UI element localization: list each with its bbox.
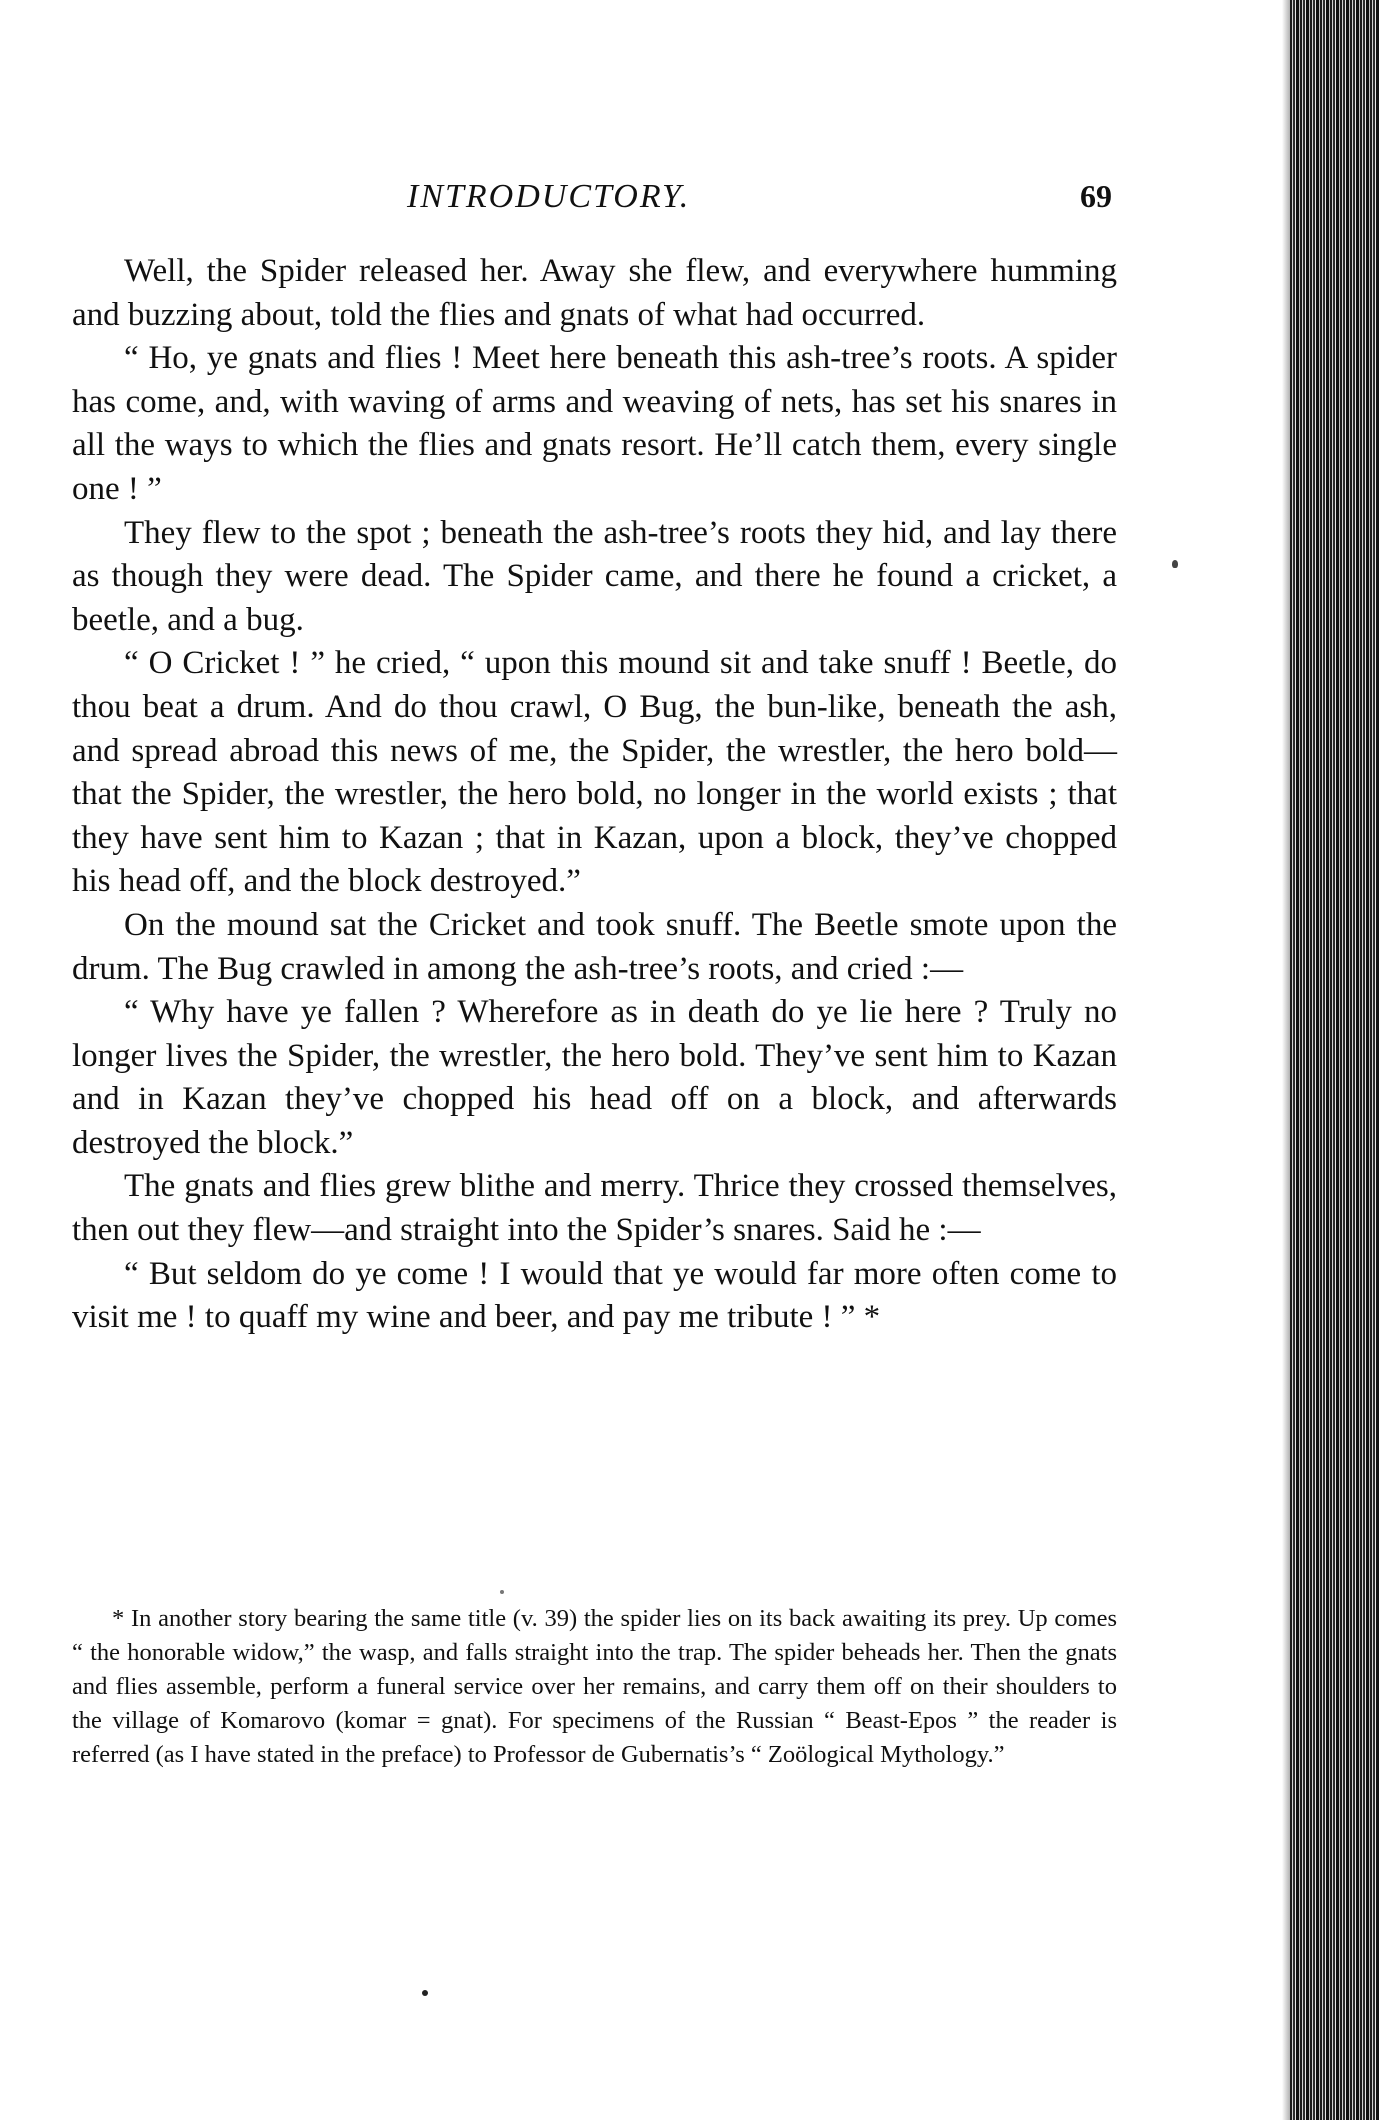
- paragraph: The gnats and flies grew blithe and merry. Thrice they crossed themselves, then out they flew—and straight into the Spider’s snares. Said he :—: [72, 1168, 1117, 1249]
- body-text: [72, 250, 1117, 1340]
- paragraph: Well, the Spider released her. Away she flew, and everywhere humming and buzzing about, told the flies and gnats of what had occurred.: [72, 253, 1117, 333]
- page-header: [72, 178, 1112, 228]
- paragraph: “ Ho, ye gnats and flies ! Meet here beneath this ash-tree’s roots. A spider has come, and, with waving of arms and weaving of nets, has set his snares in all the ways to which the flies and gnats resort. He’ll catch them, every single one ! ”: [72, 340, 1117, 507]
- paragraph: “ O Cricket ! ” he cried, “ upon this mound sit and take snuff ! Beetle, do thou beat a drum. And do thou crawl, O Bug, the bun-like, beneath the ash, and spread abroad this news of me, the Spider, the wrestler, the hero bold—that the Spider, the wrestler, the hero bold, no longer in the world exists ; that they have sent him to Kazan ; that in Kazan, upon a block, they’ve chopped his head off, and the block destroyed.”: [72, 645, 1117, 900]
- book-binding-edge: [1290, 0, 1379, 2120]
- paragraph: On the mound sat the Cricket and took snuff. The Beetle smote upon the drum. The Bug crawled in among the ash-tree’s roots, and cried :—: [72, 906, 1117, 987]
- page-number: 69: [1080, 178, 1112, 214]
- paragraph: “ But seldom do ye come ! I would that ye would far more often come to visit me ! to quaff my wine and beer, and pay me tribute ! ” *: [72, 1255, 1117, 1336]
- paragraph: “ Why have ye fallen ? Wherefore as in death do ye lie here ? Truly no longer lives the Spider, the wrestler, the hero bold. They’ve sent him to Kazan and in Kazan they’ve chopped his head off on a block, and afterwards destroyed the block.”: [72, 994, 1117, 1161]
- ink-speck: [1172, 560, 1178, 568]
- running-title: INTRODUCTORY.: [407, 178, 691, 215]
- footnote-text: * In another story bearing the same title (v. 39) the spider lies on its back awaiting its prey. Up comes “ the honorable widow,” the wasp, and falls straight into the trap. The spider beheads her. Then the gnats and flies assemble, perform a funeral service over her remains, and carry them off on their shoulders to the village of Komarovo (komar = gnat). For specimens of the Russian “ Beast-Epos ” the reader is referred (as I have stated in the preface) to Professor de Gubernatis’s “ Zoölogical Mythology.”: [72, 1605, 1117, 1768]
- footnote-separator: [500, 1590, 504, 1594]
- footnote: [72, 1602, 1117, 1772]
- paragraph: They flew to the spot ; beneath the ash-tree’s roots they hid, and lay there as though they were dead. The Spider came, and there he found a cricket, a beetle, and a bug.: [72, 514, 1117, 638]
- ink-dot: [422, 1990, 428, 1996]
